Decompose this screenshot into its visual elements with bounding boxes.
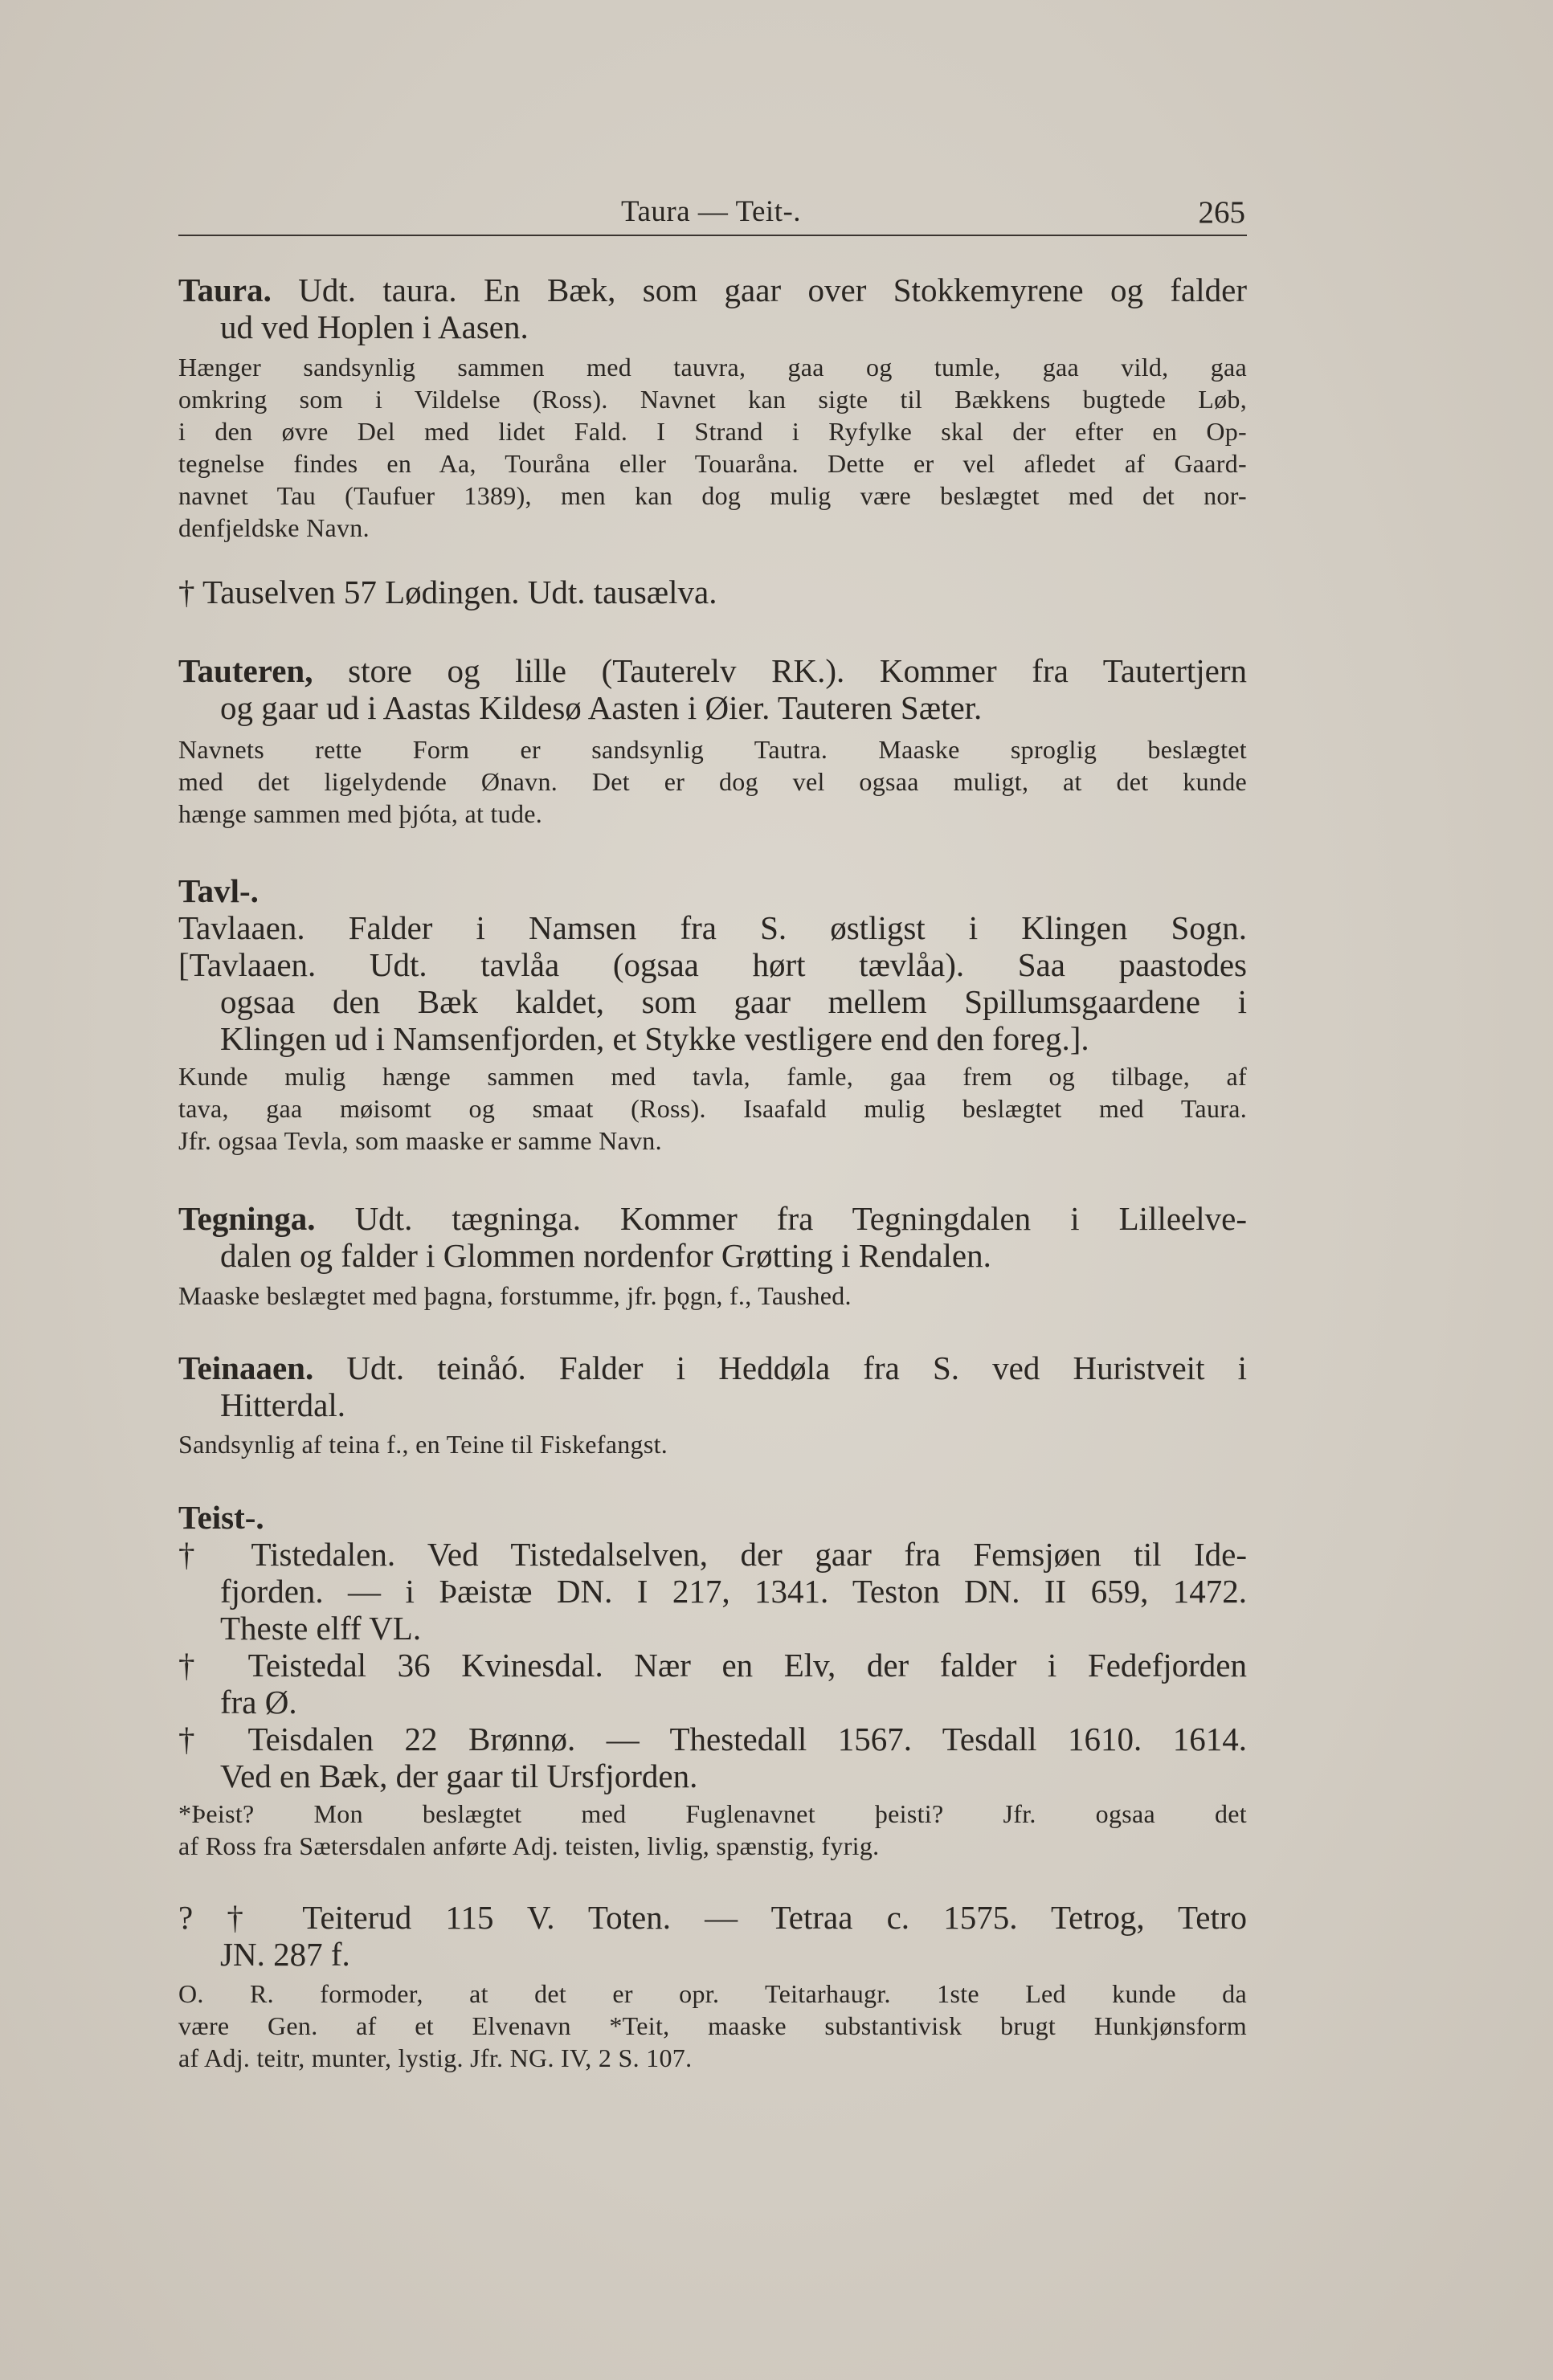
entry-line: † Tistedalen. Ved Tistedalselven, der gaar fra Femsjøen til Ide-	[178, 1536, 1247, 1573]
note-line: Navnets rette Form er sandsynlig Tautra. Maaske sproglig beslægtet	[178, 735, 1247, 764]
note-line: være Gen. af et Elvenavn *Teit, maaske substantivisk brugt Hunkjønsform	[178, 2011, 1247, 2040]
entry-line: ud ved Hoplen i Aasen.	[220, 308, 529, 345]
entry-line	[178, 271, 1247, 308]
note-line: Sandsynlig af teina f., en Teine til Fiskefangst.	[178, 1430, 668, 1459]
note-line: denfjeldske Navn.	[178, 513, 370, 542]
entry-line: † Teistedal 36 Kvinesdal. Nær en Elv, der falder i Fedefjorden	[178, 1647, 1247, 1684]
note-line: O. R. formoder, at det er opr. Teitarhaugr. 1ste Led kunde da	[178, 1979, 1247, 2008]
entry-headword: Teist-.	[178, 1499, 264, 1536]
entry-line: Theste elff VL.	[220, 1610, 422, 1647]
entry-text: store og lille (Tauterelv RK.). Kommer fra Tautertjern	[313, 652, 1247, 689]
note-line: hænge sammen med þjóta, at tude.	[178, 799, 543, 828]
note-line: Maaske beslægtet med þagna, forstumme, jfr. þǫgn, f., Taushed.	[178, 1281, 852, 1310]
entry-line: dalen og falder i Glommen nordenfor Grøtting i Rendalen.	[220, 1237, 991, 1274]
entry-text: Udt. teinåó. Falder i Heddøla fra S. ved Huristveit i	[313, 1349, 1247, 1386]
entry-line: Klingen ud i Namsenfjorden, et Stykke vestligere end den foreg.].	[220, 1020, 1089, 1057]
note-line: tegnelse findes en Aa, Touråna eller Touaråna. Dette er vel afledet af Gaard-	[178, 449, 1247, 478]
entry-line: † Tauselven 57 Lødingen. Udt. tausælva.	[178, 574, 717, 610]
note-line: navnet Tau (Taufuer 1389), men kan dog mulig være beslægtet med det nor-	[178, 481, 1247, 510]
entry-line: og gaar ud i Aastas Kildesø Aasten i Øier. Tauteren Sæter.	[220, 689, 983, 726]
entry-line	[178, 1349, 1247, 1386]
page-number: 265	[1198, 195, 1245, 230]
note-line: *Þeist? Mon beslægtet med Fuglenavnet þeisti? Jfr. ogsaa det	[178, 1799, 1247, 1828]
entry-headword: Teinaaen.	[178, 1349, 314, 1386]
entry-line: Tavlaaen. Falder i Namsen fra S. østligst i Klingen Sogn.	[178, 909, 1247, 946]
note-line: Jfr. ogsaa Tevla, som maaske er samme Navn.	[178, 1126, 662, 1155]
note-line: af Adj. teitr, munter, lystig. Jfr. NG. IV, 2 S. 107.	[178, 2043, 693, 2072]
entry-line	[178, 1499, 1247, 1536]
entry-line: † Teisdalen 22 Brønnø. — Thestedall 1567. Tesdall 1610. 1614.	[178, 1721, 1247, 1757]
entry-headword: Tegninga.	[178, 1200, 316, 1237]
note-line: Hænger sandsynlig sammen med tauvra, gaa og tumle, gaa vild, gaa	[178, 353, 1247, 382]
note-line: tava, gaa møisomt og smaat (Ross). Isaafald mulig beslægtet med Taura.	[178, 1094, 1247, 1123]
page-header	[177, 188, 1245, 236]
entry-line: ? † Teiterud 115 V. Toten. — Tetraa c. 1575. Tetrog, Tetro	[178, 1899, 1247, 1936]
entry-headword: Tauteren,	[178, 652, 313, 689]
entry-line	[178, 872, 1247, 909]
entry-text: Udt. tægninga. Kommer fra Tegningdalen i Lilleelve-	[315, 1200, 1247, 1237]
note-line: Kunde mulig hænge sammen med tavla, famle, gaa frem og tilbage, af	[178, 1062, 1247, 1091]
running-head: Taura — Teit-.	[620, 195, 802, 228]
entry-line	[178, 652, 1247, 689]
entry-headword: Tavl-.	[178, 872, 259, 909]
header-rule	[178, 235, 1247, 236]
entry-line: Hitterdal.	[220, 1386, 345, 1423]
note-line: med det ligelydende Ønavn. Det er dog vel ogsaa muligt, at det kunde	[178, 767, 1247, 796]
entry-text: Udt. taura. En Bæk, som gaar over Stokkemyrene og falder	[271, 271, 1247, 308]
note-line: omkring som i Vildelse (Ross). Navnet kan sigte til Bækkens bugtede Løb,	[178, 385, 1247, 414]
note-line: i den øvre Del med lidet Fald. I Strand i Ryfylke skal der efter en Op-	[178, 417, 1247, 446]
entry-line: [Tavlaaen. Udt. tavlåa (ogsaa hørt tævlåa). Saa paastodes	[178, 946, 1247, 983]
entry-line	[178, 1200, 1247, 1237]
entry-line: Ved en Bæk, der gaar til Ursfjorden.	[220, 1757, 698, 1794]
entry-line: JN. 287 f.	[220, 1936, 350, 1973]
note-line: af Ross fra Sætersdalen anførte Adj. teisten, livlig, spænstig, fyrig.	[178, 1831, 880, 1860]
entry-line: fra Ø.	[220, 1684, 297, 1721]
entry-line: fjorden. — i Þæistæ DN. I 217, 1341. Teston DN. II 659, 1472.	[220, 1573, 1247, 1610]
entry-line: ogsaa den Bæk kaldet, som gaar mellem Spillumsgaardene i	[220, 983, 1247, 1020]
entry-headword: Taura.	[178, 271, 272, 308]
